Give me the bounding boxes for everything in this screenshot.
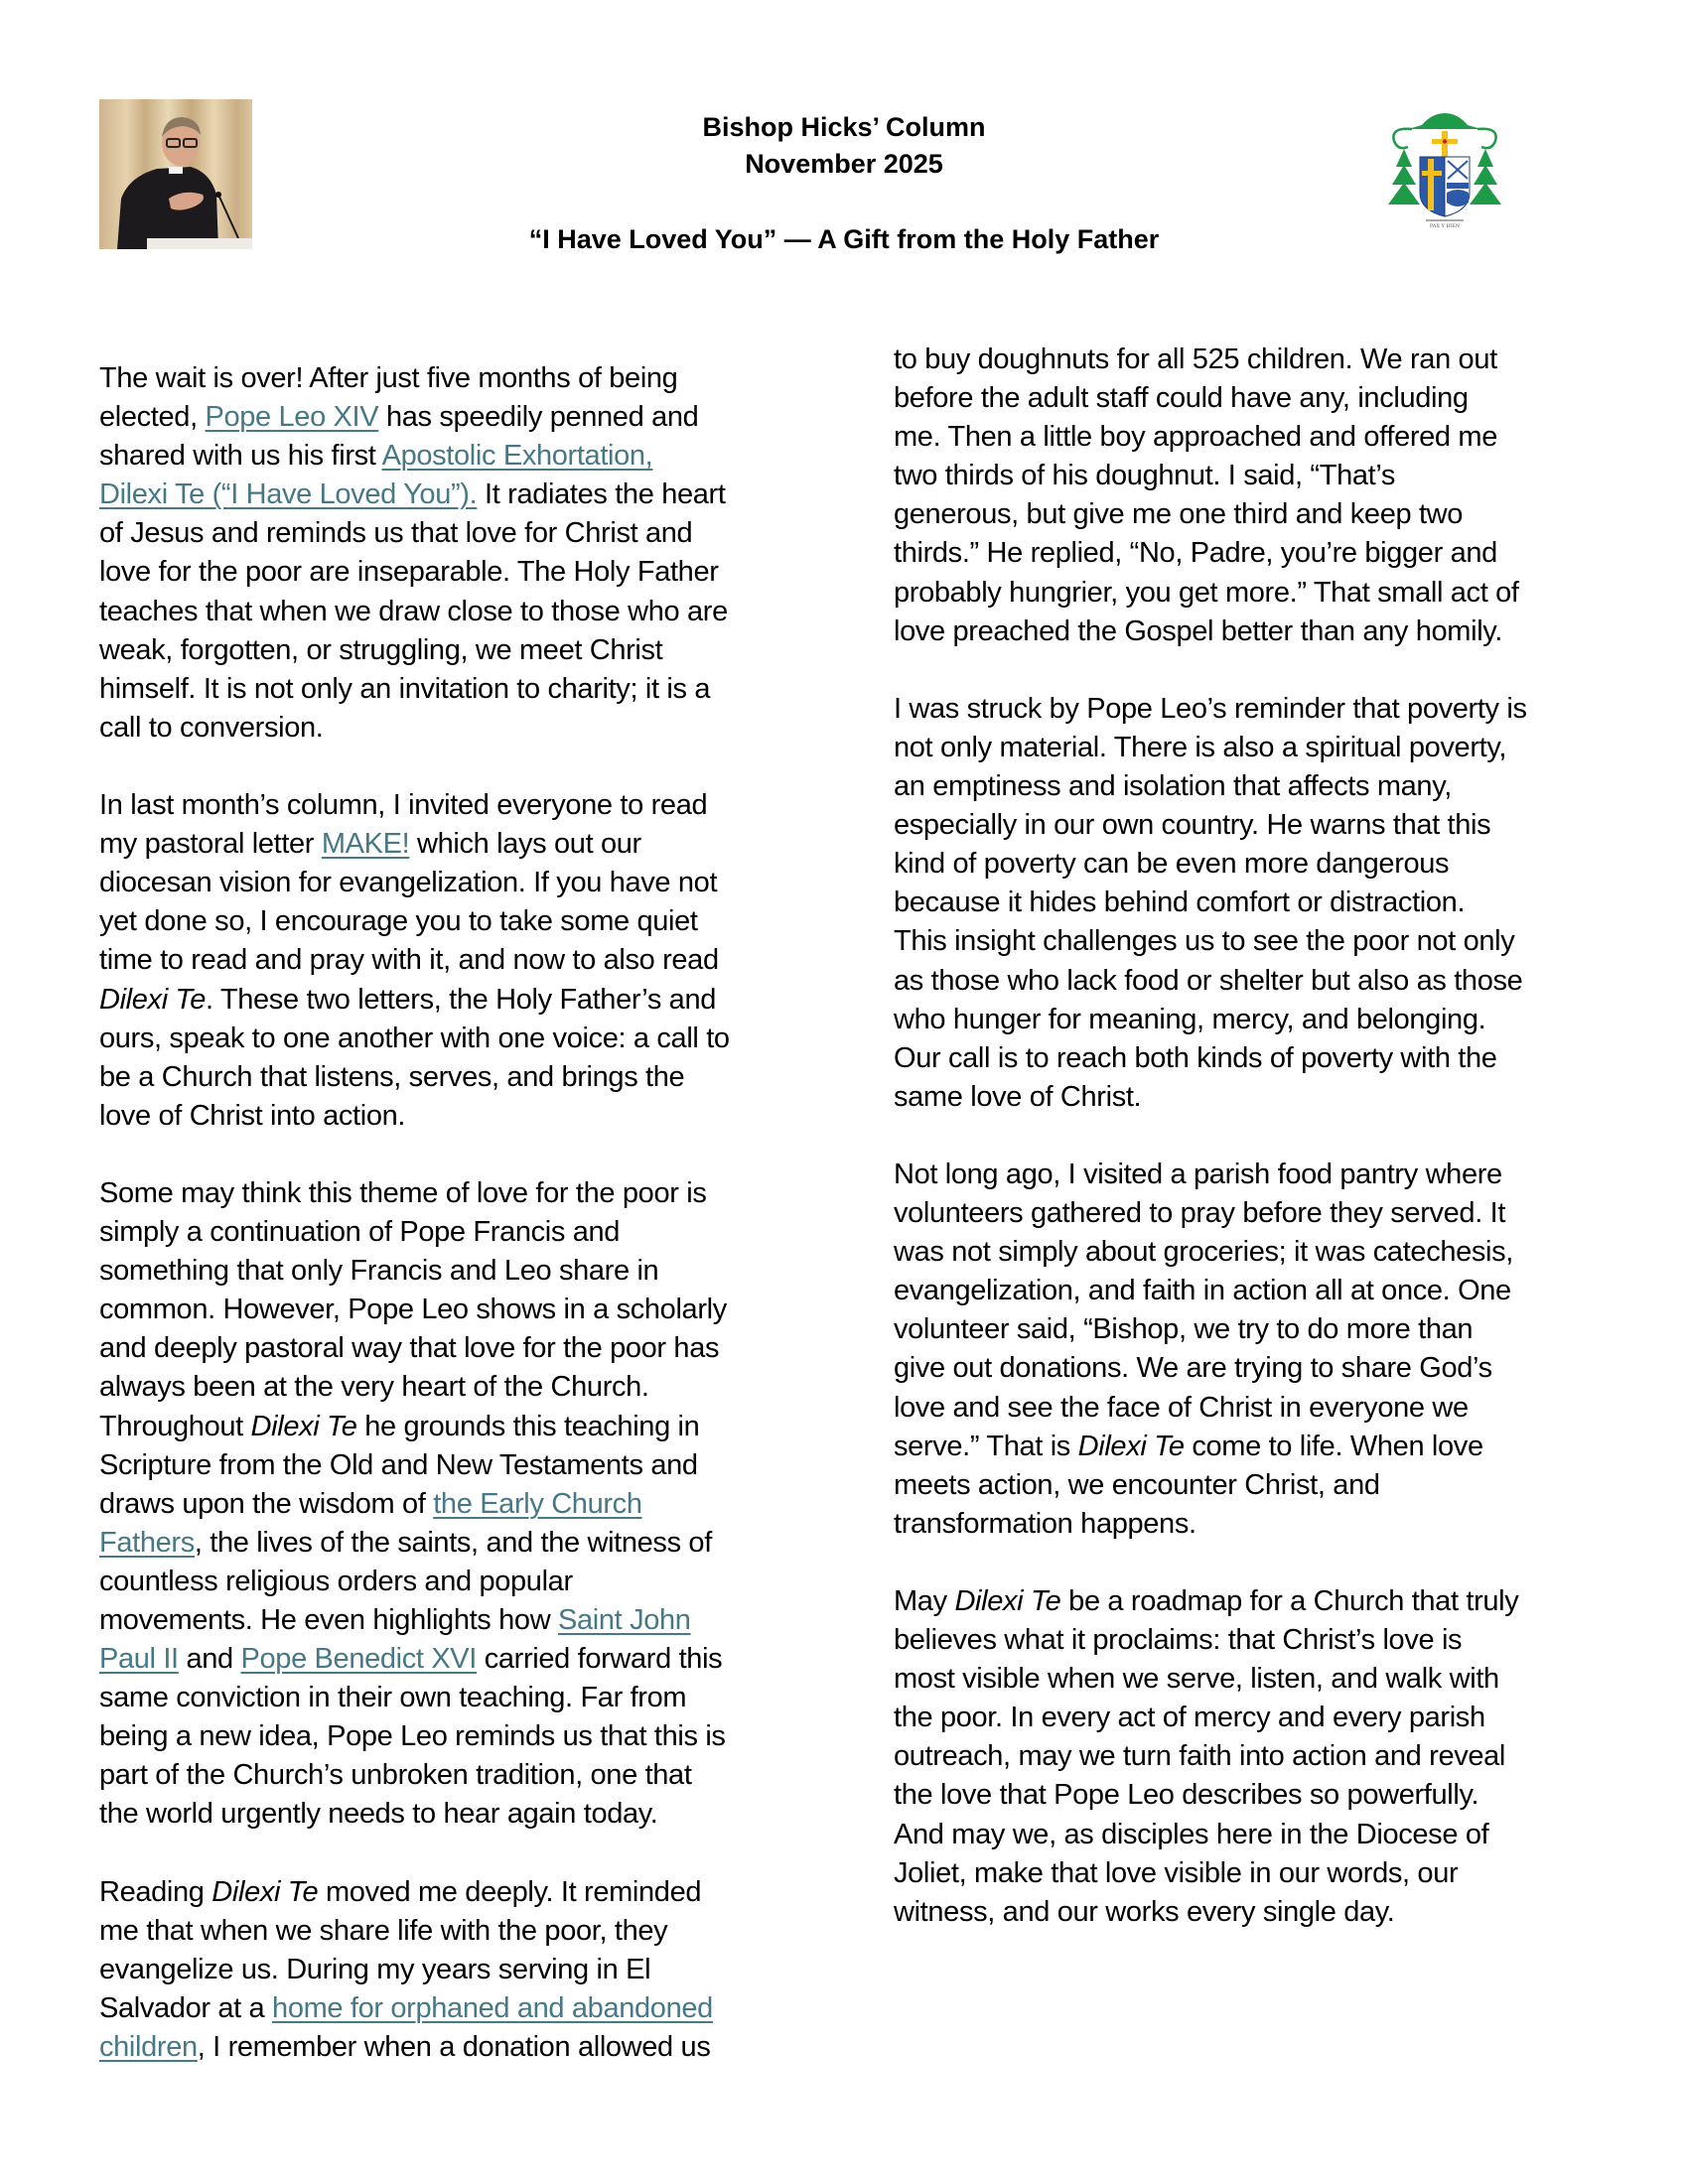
body-text: shared with us his first (99, 440, 382, 473)
text-line (99, 786, 814, 825)
body-text: thirds.” He replied, “No, Padre, you’re bigger and (894, 537, 1497, 570)
body-text: as those who lack food or shelter but also as those (894, 964, 1523, 997)
body-text: Salvador at a (99, 1991, 273, 2024)
text-line (894, 806, 1609, 845)
text-line (99, 1989, 814, 2028)
body-text: was not simply about groceries; it was catechesis, (894, 1236, 1513, 1269)
body-text: countless religious orders and popular (99, 1565, 573, 1597)
text-line (894, 379, 1609, 418)
italic-title-text: Dilexi Te (99, 983, 206, 1016)
text-line (894, 1156, 1609, 1194)
text-line (99, 1717, 814, 1756)
hyperlink[interactable]: Pope Benedict XVI (240, 1643, 478, 1676)
text-line (894, 1816, 1609, 1854)
body-text: the love that Pope Leo describes so powerfully. (894, 1779, 1479, 1812)
body-text: call to conversion. (99, 711, 324, 744)
body-text: transformation happens. (894, 1507, 1196, 1540)
body-text: probably hungrier, you get more.” That small act of (894, 576, 1519, 609)
body-text: outreach, may we turn faith into action and reveal (894, 1740, 1506, 1773)
text-line (99, 1912, 814, 1951)
text-line (99, 1524, 814, 1563)
text-line (99, 1097, 814, 1136)
text-line (99, 359, 814, 398)
body-text: movements. He even highlights how (99, 1604, 559, 1636)
body-text: the poor. In every act of mercy and every parish (894, 1702, 1485, 1734)
body-text: give out donations. We are trying to share God’s (894, 1352, 1492, 1385)
body-text: because it hides behind comfort or distraction. (894, 887, 1466, 919)
text-line (894, 1505, 1609, 1544)
body-text: before the adult staff could have any, including (894, 382, 1469, 415)
body-text: , I remember when a donation allowed us (197, 2031, 711, 2064)
hyperlink[interactable]: children (99, 2031, 198, 2064)
italic-title-text: Dilexi Te (211, 1875, 319, 1908)
body-text: and deeply pastoral way that love for the poor has (99, 1332, 720, 1365)
text-line (894, 1389, 1609, 1428)
body-text: generous, but give me one third and keep two (894, 498, 1464, 531)
body-text: to buy doughnuts for all 525 children. We ran out (894, 343, 1497, 375)
text-line (894, 1466, 1609, 1505)
text-line (99, 981, 814, 1020)
text-line (99, 1174, 814, 1213)
body-text: evangelization, and faith in action all at once. One (894, 1275, 1511, 1307)
body-text: weak, forgotten, or struggling, we meet Christ (99, 633, 663, 666)
body-text: yet done so, I encourage you to take some quiet (99, 905, 698, 938)
hyperlink[interactable]: MAKE! (321, 828, 410, 861)
svg-text:PAX Y BIEN: PAX Y BIEN (1429, 223, 1461, 229)
body-text: Some may think this theme of love for the poor is (99, 1176, 707, 1209)
body-text: be a roadmap for a Church that truly (1060, 1585, 1519, 1617)
text-line (894, 341, 1609, 379)
hyperlink[interactable]: Saint John (558, 1604, 691, 1636)
body-text: volunteer said, “Bishop, we try to do more than (894, 1313, 1474, 1346)
paragraph (894, 690, 1609, 1117)
body-text: same conviction in their own teaching. Far from (99, 1682, 687, 1714)
body-text: same love of Christ. (894, 1080, 1142, 1113)
text-line (894, 574, 1609, 613)
body-text: Reading (99, 1875, 212, 1908)
text-line (894, 495, 1609, 534)
text-line (894, 1233, 1609, 1272)
text-line (99, 1951, 814, 1989)
paragraph (894, 1582, 1609, 1932)
hyperlink[interactable]: the Early Church (433, 1487, 642, 1520)
text-line (99, 1291, 814, 1329)
coat-of-arms-icon (1382, 107, 1507, 230)
body-text: has speedily penned and (378, 401, 699, 434)
body-text: Throughout (99, 1410, 251, 1442)
hyperlink[interactable]: Apostolic Exhortation, (381, 440, 653, 473)
paragraph (99, 786, 814, 1136)
column-date: November 2025 (745, 149, 943, 179)
text-line (99, 864, 814, 902)
body-text: kind of poverty can be even more dangerous (894, 848, 1450, 881)
text-line (894, 845, 1609, 884)
body-text: me that when we share life with the poor, they (99, 1914, 668, 1947)
body-text: something that only Francis and Leo share in (99, 1255, 659, 1288)
body-text: an emptiness and isolation that affects many, (894, 770, 1452, 803)
italic-title-text: Dilexi Te (954, 1585, 1061, 1617)
body-text: he grounds this teaching in (356, 1410, 700, 1442)
body-text: Our call is to reach both kinds of poverty with the (894, 1041, 1497, 1074)
article-headline: “I Have Loved You” — A Gift from the Holy Father (528, 224, 1160, 254)
body-text: volunteers gathered to pray before they served. It (894, 1197, 1506, 1230)
body-text: love preached the Gospel better than any homily. (894, 614, 1502, 647)
body-text: ours, speak to one another with one voice: a call to (99, 1022, 730, 1054)
body-text: witness, and our works every single day. (894, 1895, 1395, 1928)
text-line (894, 1737, 1609, 1776)
body-text: simply a continuation of Pope Francis and (99, 1216, 621, 1249)
portrait-image-icon (99, 99, 252, 249)
body-text: This insight challenges us to see the poor not only (894, 925, 1515, 958)
body-text: himself. It is not only an invitation to charity; it is a (99, 672, 711, 705)
hyperlink[interactable]: home for orphaned and abandoned (272, 1991, 713, 2024)
text-line (99, 1446, 814, 1485)
text-line (99, 1563, 814, 1601)
text-line (894, 1660, 1609, 1699)
left-column (99, 359, 814, 2106)
body-text: In last month’s column, I invited everyone to read (99, 789, 708, 822)
body-text: meets action, we encounter Christ, and (894, 1468, 1380, 1501)
text-line (99, 1408, 814, 1446)
body-text: always been at the very heart of the Church. (99, 1371, 649, 1404)
text-line (99, 1329, 814, 1368)
text-line (894, 1001, 1609, 1039)
paragraph (99, 359, 814, 748)
body-text: I was struck by Pope Leo’s reminder that poverty is (894, 692, 1527, 725)
body-text: serve.” That is (894, 1430, 1078, 1462)
body-text: not only material. There is also a spiritual poverty, (894, 731, 1507, 763)
hyperlink[interactable]: Fathers (99, 1526, 195, 1559)
column-title: Bishop Hicks’ Column (702, 112, 986, 142)
body-text: Not long ago, I visited a parish food pantry where (894, 1158, 1502, 1190)
body-text: carried forward this (477, 1643, 723, 1676)
body-text: most visible when we serve, listen, and walk with (894, 1663, 1499, 1696)
body-text: The wait is over! After just five months of being (99, 362, 678, 394)
body-text: my pastoral letter (99, 828, 322, 861)
text-line (99, 476, 814, 514)
text-line (894, 729, 1609, 767)
body-text: who hunger for meaning, mercy, and belonging. (894, 1003, 1486, 1035)
text-line (894, 1428, 1609, 1466)
text-line (99, 709, 814, 748)
bishop-portrait-photo (99, 99, 252, 249)
body-text: teaches that when we draw close to those who are (99, 595, 728, 627)
text-line (894, 457, 1609, 495)
body-text: And may we, as disciples here in the Diocese of (894, 1818, 1489, 1850)
right-column (894, 341, 1609, 1971)
text-line (99, 1756, 814, 1795)
text-line (894, 1699, 1609, 1737)
text-line (894, 1310, 1609, 1349)
text-line (99, 553, 814, 592)
text-line (894, 1349, 1609, 1388)
body-text: moved me deeply. It reminded (318, 1875, 702, 1908)
text-line (99, 1213, 814, 1252)
body-text: diocesan vision for evangelization. If you have not (99, 867, 718, 899)
paragraph (99, 1174, 814, 1835)
text-line (99, 1679, 814, 1717)
coat-of-arms (1382, 107, 1507, 230)
text-line (894, 1078, 1609, 1117)
text-line (894, 613, 1609, 651)
body-text: It radiates the heart (477, 478, 726, 511)
text-line (894, 1194, 1609, 1233)
text-line (894, 767, 1609, 806)
body-text: time to read and pray with it, and now to also read (99, 944, 719, 977)
paragraph (99, 1873, 814, 2067)
text-line (99, 514, 814, 553)
text-line (894, 1893, 1609, 1932)
text-line (99, 593, 814, 631)
text-line (99, 825, 814, 864)
italic-title-text: Dilexi Te (1077, 1430, 1185, 1462)
text-line (99, 1873, 814, 1912)
body-text: which lays out our (409, 828, 641, 861)
text-line (894, 690, 1609, 729)
body-text: Scripture from the Old and New Testaments and (99, 1448, 698, 1481)
body-text: come to life. When love (1184, 1430, 1483, 1462)
italic-title-text: Dilexi Te (250, 1410, 357, 1442)
text-line (99, 1601, 814, 1640)
body-text: the world urgently needs to hear again today. (99, 1798, 658, 1831)
hyperlink[interactable]: Pope Leo XIV (205, 401, 379, 434)
body-text: elected, (99, 401, 206, 434)
body-text: love and see the face of Christ in everyone we (894, 1391, 1469, 1424)
text-line (894, 922, 1609, 961)
body-text: me. Then a little boy approached and offered me (894, 421, 1497, 454)
body-text: May (894, 1585, 955, 1617)
text-line (894, 1776, 1609, 1815)
body-text: love for the poor are inseparable. The Holy Father (99, 556, 719, 589)
paragraph (894, 341, 1609, 651)
text-line (894, 1039, 1609, 1078)
text-line (99, 1058, 814, 1097)
hyperlink[interactable]: Paul II (99, 1643, 179, 1676)
body-text: common. However, Pope Leo shows in a scholarly (99, 1294, 727, 1326)
body-text: , the lives of the saints, and the witness of (194, 1526, 712, 1559)
text-line (99, 670, 814, 709)
body-text: evangelize us. During my years serving in El (99, 1953, 651, 1985)
text-line (99, 1640, 814, 1679)
text-line (894, 1272, 1609, 1310)
body-text: two thirds of his doughnut. I said, “That’s (894, 460, 1396, 492)
text-line (99, 1368, 814, 1407)
text-line (99, 631, 814, 670)
text-line (894, 884, 1609, 922)
body-text: being a new idea, Pope Leo reminds us that this is (99, 1720, 726, 1753)
text-line (894, 1582, 1609, 1621)
text-line (894, 418, 1609, 457)
body-text: . These two letters, the Holy Father’s and (206, 983, 717, 1016)
body-text: love of Christ into action. (99, 1099, 406, 1132)
text-line (99, 1020, 814, 1058)
paragraph (894, 1156, 1609, 1544)
text-line (894, 534, 1609, 573)
text-line (99, 437, 814, 476)
text-line (99, 1485, 814, 1524)
text-line (99, 2028, 814, 2067)
text-line (99, 1795, 814, 1834)
body-text: of Jesus and reminds us that love for Christ and (99, 517, 693, 550)
hyperlink[interactable]: Dilexi Te (“I Have Loved You”). (99, 478, 478, 511)
text-line (99, 902, 814, 941)
body-text: be a Church that listens, serves, and brings the (99, 1060, 685, 1093)
text-line (894, 1854, 1609, 1893)
text-line (894, 962, 1609, 1001)
body-text: especially in our own country. He warns that this (894, 809, 1491, 842)
text-line (99, 1252, 814, 1291)
text-line (894, 1621, 1609, 1660)
body-text: and (178, 1643, 241, 1676)
body-text: part of the Church’s unbroken tradition, one that (99, 1759, 692, 1792)
body-text: Joliet, make that love visible in our words, our (894, 1856, 1459, 1889)
body-text: draws upon the wisdom of (99, 1487, 434, 1520)
text-line (99, 941, 814, 980)
body-text: believes what it proclaims: that Christ’s love is (894, 1624, 1463, 1657)
text-line (99, 398, 814, 437)
